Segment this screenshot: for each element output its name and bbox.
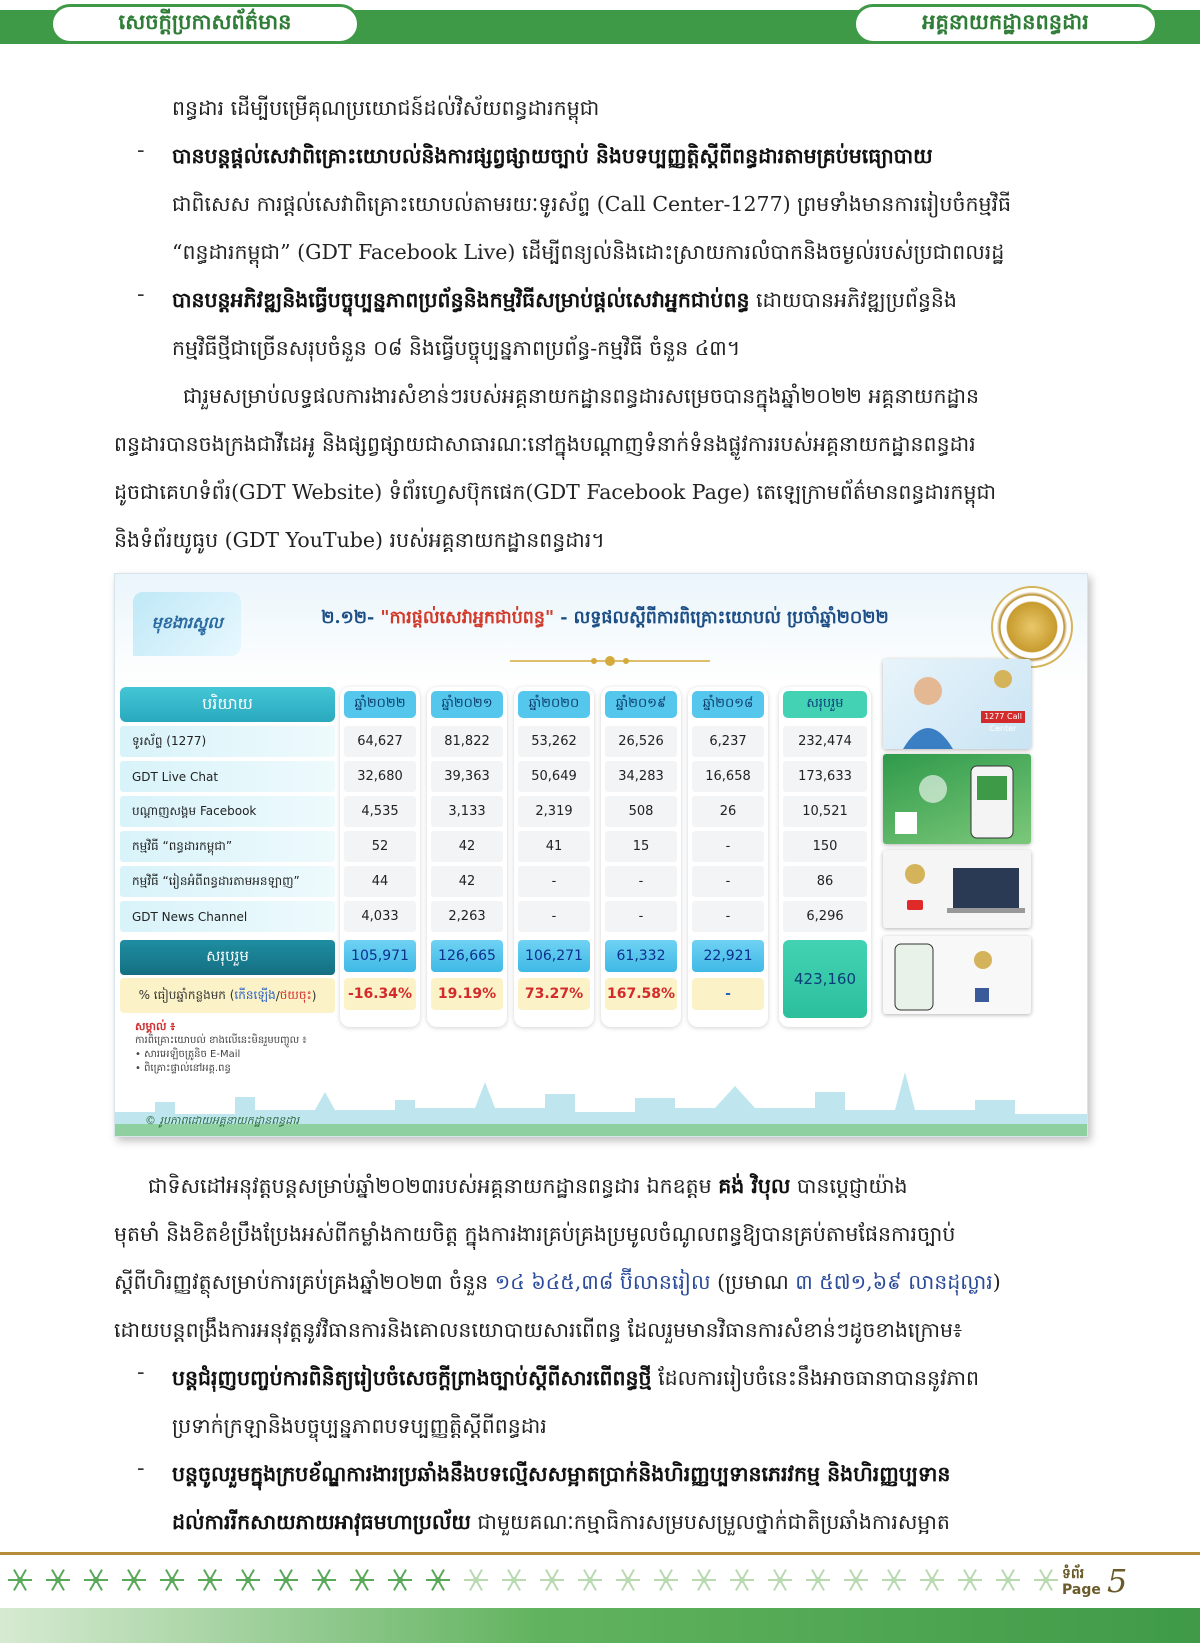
year-header: ឆ្នាំ២០២១ [431, 691, 503, 718]
total-cell: 232,474 [783, 726, 867, 757]
bullet-dash: - [137, 138, 145, 162]
body-line: ប្រទាក់ក្រឡានិងបច្ចុប្បន្នភាពបទប្បញ្ញត្តិស្តីពីពន្ធដារ [172, 1414, 547, 1438]
body-line [148, 1162, 908, 1210]
year-change-pct: 73.27% [518, 978, 590, 1010]
call-center-label: 1277 Call Center [984, 712, 1022, 733]
mobile-app-photo [883, 754, 1031, 844]
bullet-4-bold: បន្តចូលរួមក្នុងក្របខ័ណ្ឌការងារប្រឆាំងនឹងបទល្មើសសម្អាតប្រាក់និងហិរញ្ញប្បទានភេរវកម្ម និងហិរញ្ញប្បទាន [172, 1462, 951, 1486]
table-cell: 26,526 [605, 726, 677, 757]
bullet-3-bold: បន្តជំរុញបញ្ចប់ការពិនិត្យរៀបចំសេចក្តីព្រាងច្បាប់ស្តីពីសារពើពន្ធថ្មី [172, 1366, 652, 1390]
bullet-3-rest: ដែលការរៀបចំនេះនឹងអាចធានាបាននូវភាព [651, 1366, 980, 1390]
bullet-1-bold: បានបន្តផ្តល់សេវាពិគ្រោះយោបល់និងការផ្សព្វផ្សាយច្បាប់ និងបទប្បញ្ញត្តិស្តីពីពន្ធដារតាមគ្រប់មធ្យោបាយ [172, 144, 933, 168]
flower-ornament-icon [920, 1570, 944, 1591]
table-cell: 41 [518, 831, 590, 862]
row-label-online-learning: កម្មវិធី “រៀនអំពីពន្ធដារតាមអនឡាញ” [120, 866, 335, 897]
pct-label-prefix: % ធៀបឆ្នាំកន្លងមក ( [138, 987, 235, 1002]
table-cell: 26 [692, 796, 764, 827]
bullet-4 [172, 1450, 950, 1498]
table-cell: 32,680 [344, 761, 416, 792]
body-line [114, 1258, 1001, 1306]
page-label-km: ទំព័រ [1062, 1566, 1085, 1582]
pct-label-up: កើនឡើង [234, 987, 276, 1002]
flower-ornament-icon [540, 1570, 564, 1591]
body-line: មុតមាំ និងខិតខំប្រឹងប្រែងអស់ពីកម្លាំងកាយចិត្ត ក្នុងការងារគ្រប់គ្រងប្រមូលចំណូលពន្ធឱ្យបានគ្រប់តាមផែនការច្បាប់ [114, 1222, 956, 1246]
table-cell: 53,262 [518, 726, 590, 757]
flower-ornament-icon [388, 1570, 412, 1591]
gdt-seal-icon [991, 586, 1073, 668]
infographic-tag: មុខងារស្នូល [133, 592, 241, 656]
year-column [340, 687, 420, 1027]
flower-ornament-icon [122, 1570, 146, 1591]
flower-ornament-icon [312, 1570, 336, 1591]
note-item: • សារអេឡិចត្រូនិច E-Mail [135, 1049, 241, 1060]
image-credit: © រូបភាពដោយអគ្គនាយកដ្ឋានពន្ធដារ [145, 1114, 300, 1127]
flower-ornament-icon [730, 1570, 754, 1591]
flower-ornament-icon [692, 1570, 716, 1591]
website-photo [883, 850, 1031, 928]
table-cell: - [518, 901, 590, 932]
year-total: 105,971 [344, 940, 416, 972]
title-number: ២.១២- [321, 608, 381, 628]
pct-label-down: ថយចុះ [279, 987, 312, 1002]
phone-facebook-icon [883, 936, 1031, 1014]
table-cell: 16,658 [692, 761, 764, 792]
bullet-dash: - [137, 1360, 145, 1384]
bullet-dash: - [137, 1456, 145, 1480]
phone-app-icon [883, 754, 1031, 844]
bullet-3 [172, 1354, 979, 1402]
table-cell: - [692, 901, 764, 932]
sum-row-label: សរុបរួម [120, 940, 335, 975]
body-line: ពន្ធដារ ដើម្បីបម្រើគុណប្រយោជន៍ដល់វិស័យពន្ធដារកម្ពុជា [172, 96, 600, 120]
note-item: • ពិគ្រោះផ្ទាល់នៅអគ្គ.ពន្ធ [135, 1063, 231, 1074]
grand-total: 423,160 [783, 940, 867, 1018]
flower-ornament-icon [8, 1570, 32, 1591]
table-cell: 2,319 [518, 796, 590, 827]
table-cell: - [605, 866, 677, 897]
flower-ornament-icon [616, 1570, 640, 1591]
page-label-en: Page [1062, 1582, 1101, 1598]
note-item-email: សារអេឡិចត្រូនិច E-Mail [144, 1049, 241, 1060]
official-name: គង់ វិបុល [718, 1174, 791, 1198]
infographic-title [265, 606, 945, 632]
bullet-4-rest: ជាមួយគណៈកម្មាធិការសម្របសម្រួលថ្នាក់ជាតិប្រឆាំងការសម្អាត [470, 1510, 950, 1534]
body-line: និងទំព័រយូធូប (GDT YouTube) របស់អគ្គនាយកដ្ឋានពន្ធដារ។ [114, 528, 605, 552]
flower-ornament-icon [578, 1570, 602, 1591]
table-cell: 50,649 [518, 761, 590, 792]
flower-ornament-icon [198, 1570, 222, 1591]
year-header: ឆ្នាំ២០២០ [518, 691, 590, 718]
table-cell: - [518, 866, 590, 897]
para3-text: ស្តីពីហិរញ្ញវត្ថុសម្រាប់ការគ្រប់គ្រងឆ្នាំ២០២៣ ចំនួន [114, 1270, 495, 1294]
pct-label-suffix: ) [311, 988, 317, 1003]
bullet-4-bold-2: ដល់ការរីកសាយភាយអាវុធមហាប្រល័យ [172, 1510, 471, 1534]
total-cell: 150 [783, 831, 867, 862]
flower-ornament-icon [882, 1570, 906, 1591]
header-right-tab: អគ្គនាយកដ្ឋានពន្ធដារ [853, 4, 1158, 44]
body-line [172, 1498, 950, 1546]
call-center-agent-icon [883, 659, 1031, 749]
total-cell: 6,296 [783, 901, 867, 932]
title-highlight: "ការផ្តល់សេវាអ្នកជាប់ពន្ធ" [380, 608, 555, 628]
year-column [427, 687, 507, 1027]
flower-ornament-icon [426, 1570, 450, 1591]
body-line: ជារួមសម្រាប់លទ្ធផលការងារសំខាន់ៗរបស់អគ្គនាយកដ្ឋានពន្ធដារសម្រេចបានក្នុងឆ្នាំ២០២២ អគ្គនាយកដ្ឋាន [183, 384, 979, 408]
row-label-phone: ទូរស័ព្ទ (1277) [120, 726, 335, 757]
note-line: ការពិគ្រោះយោបល់ ខាងលើនេះមិនរួមបញ្ចូល ៖ [135, 1035, 307, 1046]
flower-ornament-icon [1034, 1570, 1058, 1591]
year-header: ឆ្នាំ២០១៨ [692, 691, 764, 718]
flower-ornament-icon [46, 1570, 70, 1591]
flower-ornament-icon [274, 1570, 298, 1591]
bullet-dash: - [137, 282, 145, 306]
flower-ornament-icon [502, 1570, 526, 1591]
body-line: “ពន្ធដារកម្ពុជា” (GDT Facebook Live) ដើម្បីពន្យល់និងដោះស្រាយការលំបាកនិងចម្ងល់របស់ប្រជាពលរដ្ឋ [172, 240, 1005, 264]
flower-ornament-icon [806, 1570, 830, 1591]
revenue-target: ១៤ ៦៤៥,៣៨ ប៊ីលានរៀល [494, 1270, 711, 1294]
ornament-divider-icon [510, 654, 710, 668]
table-header-label: បរិយាយ [120, 687, 335, 722]
year-header: ឆ្នាំ២០១៩ [605, 691, 677, 718]
total-cell: 173,633 [783, 761, 867, 792]
flower-ornament-icon [654, 1570, 678, 1591]
table-cell: - [692, 831, 764, 862]
flower-ornament-icon [350, 1570, 374, 1591]
row-label-program: កម្មវិធី “ពន្ធដារកម្ពុជា” [120, 831, 335, 862]
table-cell: - [605, 901, 677, 932]
table-cell: 4,033 [344, 901, 416, 932]
year-column [514, 687, 594, 1027]
flower-ornament-icon [464, 1570, 488, 1591]
table-cell: - [692, 866, 764, 897]
year-total: 106,271 [518, 940, 590, 972]
call-center-photo [883, 659, 1031, 749]
table-cell: 3,133 [431, 796, 503, 827]
row-label-live-chat: GDT Live Chat [120, 761, 335, 792]
flower-ornament-icon [160, 1570, 184, 1591]
total-column-header: សរុបរួម [783, 691, 867, 718]
bullet-2-bold: បានបន្តអភិវឌ្ឍនិងធ្វើបច្ចុប្បន្នភាពប្រព័ន្ធនិងកម្មវិធីសម្រាប់ផ្តល់សេវាអ្នកជាប់ពន្ធ [172, 288, 750, 312]
year-column [688, 687, 768, 1027]
body-line: ជាពិសេស ការផ្តល់សេវាពិគ្រោះយោបល់តាមរយៈទូរស័ព្ទ (Call Center-1277) ព្រមទាំងមានការរៀបចំកម្មវិធី [172, 192, 1012, 216]
table-cell: 4,535 [344, 796, 416, 827]
flower-ornament-icon [84, 1570, 108, 1591]
footer-band [0, 1608, 1200, 1643]
table-cell: 42 [431, 831, 503, 862]
infographic-panel [114, 573, 1088, 1137]
header-left-tab: សេចក្តីប្រកាសព័ត៌មាន [50, 4, 360, 44]
table-cell: 39,363 [431, 761, 503, 792]
pct-label-sep: / [275, 988, 280, 1003]
table-cell: 6,237 [692, 726, 764, 757]
para3-text: បានប្តេជ្ញាយ៉ាង [790, 1174, 908, 1198]
table-cell: 52 [344, 831, 416, 862]
year-total: 22,921 [692, 940, 764, 972]
year-change-pct: - [692, 978, 764, 1010]
body-line: ដូចជាគេហទំព័រ(GDT Website) ទំព័រហ្វេសប៊ុកផេក(GDT Facebook Page) តេឡេក្រាមព័ត៌មានពន្ធដារកម្ពុជា [114, 480, 996, 504]
para3-text: (ប្រមាណ [710, 1270, 796, 1294]
flower-ornament-icon [958, 1570, 982, 1591]
note-title: សម្គាល់ ៖ [135, 1020, 176, 1033]
table-cell: 34,283 [605, 761, 677, 792]
page-number: 5 [1107, 1562, 1128, 1600]
total-cell: 10,521 [783, 796, 867, 827]
title-rest: - លទ្ធផលស្តីពីការពិគ្រោះយោបល់ ប្រចាំឆ្នាំ២០២២ [554, 608, 889, 628]
year-column [601, 687, 681, 1027]
flower-ornament-icon [768, 1570, 792, 1591]
laptop-website-icon [883, 850, 1031, 928]
row-label-facebook: បណ្តាញសង្គម Facebook [120, 796, 335, 827]
year-change-pct: -16.34% [344, 978, 416, 1010]
bullet-1 [172, 132, 933, 180]
table-cell: 2,263 [431, 901, 503, 932]
total-cell: 86 [783, 866, 867, 897]
body-line: ដោយបន្តពង្រឹងការអនុវត្តនូវវិធានការនិងគោលនយោបាយសារពើពន្ធ ដែលរួមមានវិធានការសំខាន់ៗដូចខាងក្រោម៖ [114, 1318, 963, 1342]
table-cell: 64,627 [344, 726, 416, 757]
body-line: ពន្ធដារបានចងក្រងជាវីដេអូ និងផ្សព្វផ្សាយជាសាធារណៈនៅក្នុងបណ្តាញទំនាក់ទំនងផ្លូវការរបស់អគ្គនាយកដ្ឋានពន្ធដារ [114, 432, 976, 456]
table-cell: 81,822 [431, 726, 503, 757]
table-cell: 44 [344, 866, 416, 897]
table-cell: 42 [431, 866, 503, 897]
year-header: ឆ្នាំ២០២២ [344, 691, 416, 718]
year-total: 126,665 [431, 940, 503, 972]
bullet-2 [172, 276, 957, 324]
footer-ornament-icon [0, 1562, 1060, 1598]
year-total: 61,332 [605, 940, 677, 972]
para3-text: ) [992, 1270, 1001, 1294]
year-change-pct: 167.58% [605, 978, 677, 1010]
body-line: កម្មវិធីថ្មីជាច្រើនសរុបចំនួន ០៨ និងធ្វើបច្ចុប្បន្នភាពប្រព័ន្ធ-កម្មវិធី ចំនួន ៤៣។ [172, 336, 741, 360]
bullet-2-rest: ដោយបានអភិវឌ្ឍប្រព័ន្ធនិង [749, 288, 957, 312]
year-change-pct: 19.19% [431, 978, 503, 1010]
flower-ornament-icon [236, 1570, 260, 1591]
flower-ornament-icon [996, 1570, 1020, 1591]
pct-row-label [120, 978, 335, 1013]
page-label [1062, 1566, 1101, 1598]
total-column [779, 687, 871, 1027]
footer-rule [0, 1552, 1200, 1555]
table-cell: 508 [605, 796, 677, 827]
para3-text: ជាទិសដៅអនុវត្តបន្តសម្រាប់ឆ្នាំ២០២៣របស់អគ្គនាយកដ្ឋានពន្ធដារ ឯកឧត្តម [148, 1174, 719, 1198]
flower-ornament-icon [844, 1570, 868, 1591]
note-item-walk-in: ពិគ្រោះផ្ទាល់នៅអគ្គ.ពន្ធ [144, 1063, 231, 1074]
revenue-target-usd: ៣ ៥៧១,៦៩ លានដុល្លារ [795, 1270, 993, 1294]
row-label-news-channel: GDT News Channel [120, 901, 335, 932]
table-cell: 15 [605, 831, 677, 862]
facebook-photo [883, 936, 1031, 1014]
